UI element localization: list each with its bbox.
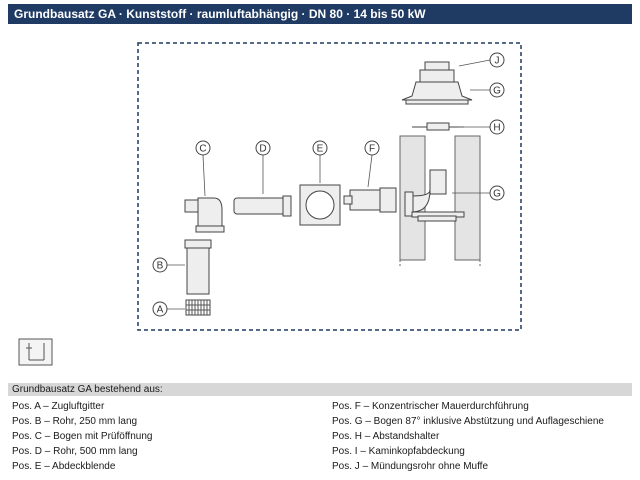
callout-G-top-label: G: [493, 85, 501, 97]
legend-item: Pos. A – Zugluftgitter: [12, 401, 105, 412]
cover-plate-part: [300, 185, 340, 225]
draught-grille-part: [186, 300, 210, 315]
legend-item: Pos. E – Abdeckblende: [12, 461, 116, 472]
legend-item: Pos. B – Rohr, 250 mm lang: [12, 416, 138, 427]
callout-J-label: J: [494, 55, 500, 67]
wall-duct-part: [344, 188, 396, 212]
callout-A-label: A: [156, 304, 164, 316]
callout-G-right: [490, 186, 504, 200]
callout-D: [256, 141, 270, 155]
callout-B: [153, 258, 167, 272]
callout-E: [313, 141, 327, 155]
legend-right-column: [332, 399, 604, 474]
spacer-part: [412, 123, 464, 130]
pipe-250mm-part: [185, 240, 211, 294]
callout-H-label: H: [493, 122, 501, 134]
legend-item: Pos. G – Bogen 87° inklusive Abstützung und Auflageschiene: [332, 416, 604, 427]
callout-G-top: [490, 83, 504, 97]
legend-left-column: [12, 399, 152, 474]
callout-J: [490, 53, 504, 67]
callout-B-label: B: [156, 260, 164, 272]
callout-A: [153, 302, 167, 316]
callout-G-right-label: G: [493, 188, 501, 200]
legend-item: Pos. C – Bogen mit Prüföffnung: [12, 431, 153, 442]
chimney-cap-assembly: [402, 62, 472, 104]
wall-mounting-icon: [19, 339, 52, 365]
legend-item: Pos. H – Abstandshalter: [332, 431, 440, 442]
legend-item: Pos. I – Kaminkopfabdeckung: [332, 446, 465, 457]
legend-heading: Grundbausatz GA bestehend aus:: [8, 383, 632, 396]
pipe-500mm-part: [234, 196, 291, 216]
callout-F: [365, 141, 379, 155]
callout-H: [490, 120, 504, 134]
inspection-elbow-part: [185, 198, 224, 232]
legend-item: Pos. J – Mündungsrohr ohne Muffe: [332, 461, 489, 472]
callout-E-label: E: [316, 143, 324, 155]
callout-F-label: F: [368, 143, 376, 155]
callout-C: [196, 141, 210, 155]
legend-item: Pos. F – Konzentrischer Mauerdurchführung: [332, 401, 529, 412]
legend-item: Pos. D – Rohr, 500 mm lang: [12, 446, 138, 457]
callout-D-label: D: [259, 143, 267, 155]
page-title: Grundbausatz GA · Kunststoff · raumluftabhängig · DN 80 · 14 bis 50 kW: [8, 4, 632, 24]
callout-C-label: C: [199, 143, 207, 155]
